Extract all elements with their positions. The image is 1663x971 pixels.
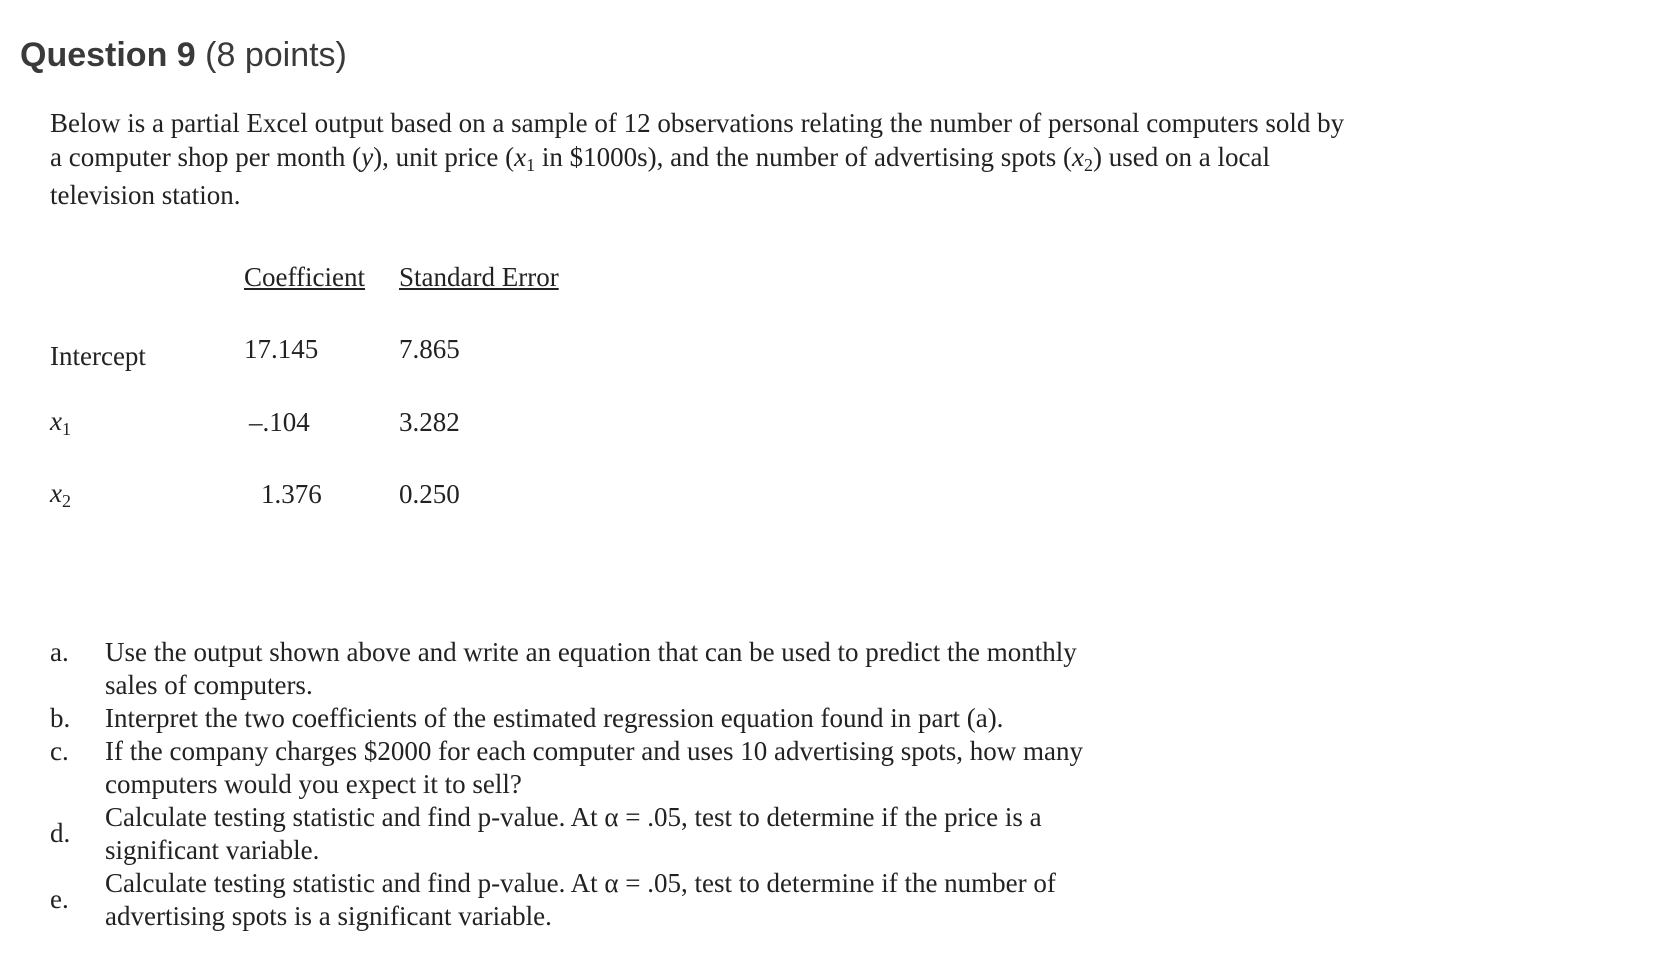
- question-text: If the company charges $2000 for each computer and uses 10 advertising spots, how many: [105, 736, 1083, 766]
- question-list: [50, 636, 1250, 933]
- question-text: Calculate testing statistic and find p-value. At α = .05, test to determine if the price is a: [105, 802, 1042, 832]
- question-text: advertising spots is a significant variable.: [105, 901, 552, 931]
- intro-line-3: television station.: [50, 180, 241, 210]
- question-text: sales of computers.: [105, 670, 313, 700]
- intercept-coefficient: 17.145: [244, 334, 319, 364]
- question-letter: b.: [50, 703, 71, 733]
- question-text: computers would you expect it to sell?: [105, 769, 522, 799]
- x1-standard-error: 3.282: [399, 407, 460, 437]
- question-letter: c.: [50, 736, 69, 766]
- question-item-e: [50, 867, 1250, 933]
- question-letter: e.: [50, 884, 69, 914]
- question-item-c: [50, 735, 1250, 801]
- intercept-standard-error: 7.865: [399, 334, 460, 364]
- intro-line-2: a computer shop per month (y), unit price ($x_1$ in $1000s), and the number of advertising spots $(x_2)$ used on a local: [50, 142, 1270, 175]
- question-letter: a.: [50, 637, 69, 667]
- header-coefficient: Coefficient: [244, 262, 365, 292]
- question-header: [20, 36, 347, 75]
- var-x2: x: [1072, 142, 1085, 172]
- x1-coefficient: –.104: [249, 407, 310, 437]
- question-intro: [50, 106, 1530, 212]
- var-y: y: [361, 142, 374, 172]
- var-x1: x: [514, 142, 527, 172]
- question-text: Calculate testing statistic and find p-value. At α = .05, test to determine if the number of: [105, 868, 1056, 898]
- question-title: Question 9: [20, 36, 196, 74]
- question-letter: d.: [50, 818, 71, 848]
- question-text: significant variable.: [105, 835, 320, 865]
- row-label-intercept: Intercept: [50, 341, 146, 371]
- question-text: Use the output shown above and write an equation that can be used to predict the monthly: [105, 637, 1077, 667]
- question-item-a: [50, 636, 1250, 702]
- row-label-x1: $x_1$: [50, 406, 71, 439]
- question-points: (8 points): [205, 36, 347, 74]
- question-item-d: [50, 801, 1250, 867]
- row-label-x2: $x_2$: [50, 478, 71, 511]
- intro-line-1: Below is a partial Excel output based on a sample of 12 observations relating the number of personal computers sold by: [50, 108, 1345, 138]
- x2-coefficient: 1.376: [261, 479, 322, 509]
- header-standard-error: Standard Error: [399, 262, 559, 292]
- x2-standard-error: 0.250: [399, 479, 460, 509]
- question-text: Interpret the two coefficients of the estimated regression equation found in part (a).: [105, 703, 1004, 733]
- question-item-b: [50, 702, 1250, 735]
